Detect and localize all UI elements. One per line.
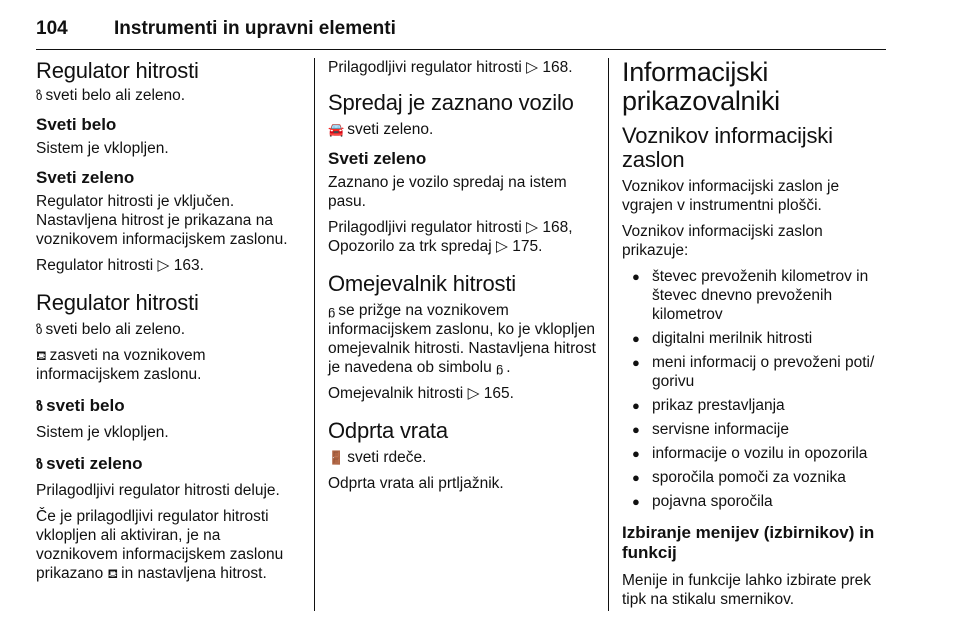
paragraph: Prilagodljivi regulator hitrosti ▷ 168. bbox=[328, 59, 573, 76]
list-item: ● sporočila pomoči za voznika bbox=[622, 468, 890, 487]
paragraph: Menije in funkcije lahko izbirate prek tipk na stikalu smernikov. bbox=[622, 572, 871, 608]
column-1 bbox=[36, 58, 302, 590]
page-reference-link[interactable]: 165. bbox=[483, 385, 514, 402]
paragraph: ზ sveti belo ali zeleno. bbox=[36, 87, 186, 104]
column-divider bbox=[608, 58, 609, 611]
running-title: Instrumenti in upravni elementi bbox=[114, 18, 396, 39]
subheading: ზ sveti zeleno bbox=[36, 454, 143, 473]
paragraph: ზ sveti belo ali zeleno. bbox=[36, 321, 186, 338]
section-heading: Regulator hitrosti bbox=[36, 58, 199, 83]
list-item: ● servisne informacije bbox=[622, 420, 890, 439]
paragraph: ⛾ zasveti na voznikovem informacijskem zaslonu. bbox=[36, 347, 206, 383]
door-icon: 🚪 bbox=[328, 450, 345, 465]
arrow-right-icon: ▷ bbox=[526, 219, 539, 236]
paragraph: Regulator hitrosti je vključen. Nastavljena hitrost je prikazana na voznikovem informacijskem zaslonu. bbox=[36, 193, 288, 248]
subheading: ზ sveti belo bbox=[36, 396, 125, 415]
speedometer-icon: ზ bbox=[36, 457, 44, 472]
list-item: ● digitalni merilnik hitrosti bbox=[622, 329, 890, 348]
list-item: ● prikaz prestavljanja bbox=[622, 396, 890, 415]
list-item: ● meni informacij o prevoženi poti/ gorivu bbox=[622, 353, 890, 391]
section-heading: Voznikov informacijski zaslon bbox=[622, 123, 833, 172]
limiter-icon: ᵷ bbox=[496, 360, 504, 375]
car-icon: 🚘 bbox=[328, 122, 345, 137]
paragraph: Sistem je vklopljen. bbox=[36, 140, 169, 157]
paragraph: 🚘 sveti zeleno. bbox=[328, 121, 434, 138]
page-reference-link[interactable]: 163. bbox=[173, 257, 204, 274]
subheading: Sveti belo bbox=[36, 115, 117, 134]
speedometer-icon: ზ bbox=[36, 399, 44, 414]
paragraph: Omejevalnik hitrosti ▷ 165. bbox=[328, 385, 514, 402]
chapter-heading: Informacijski prikazovalniki bbox=[622, 57, 780, 116]
paragraph: Voznikov informacijski zaslon prikazuje: bbox=[622, 223, 823, 259]
page-reference-link[interactable]: 168. bbox=[542, 59, 573, 76]
paragraph: Odprta vrata ali prtljažnik. bbox=[328, 475, 504, 492]
section-heading: Omejevalnik hitrosti bbox=[328, 271, 516, 296]
paragraph: ᵷ se prižge na voznikovem informacijskem zaslonu, ko je vklopljen omejevalnik hitrosti. Nastavljena hitrost je navedena ob simbolu ᵷ . bbox=[328, 302, 596, 376]
arrow-right-icon: ▷ bbox=[526, 59, 539, 76]
page-reference-link[interactable]: 175. bbox=[512, 238, 543, 255]
column-divider bbox=[314, 58, 315, 611]
paragraph: Če je prilagodljivi regulator hitrosti vklopljen ali aktiviran, je na voznikovem informacijskem zaslonu prikazano ⛾ in nastavljena hitrost. bbox=[36, 508, 284, 582]
subheading: Sveti zeleno bbox=[36, 168, 135, 187]
paragraph: Regulator hitrosti ▷ 163. bbox=[36, 257, 204, 274]
section-heading: Spredaj je zaznano vozilo bbox=[328, 90, 574, 115]
set-speed-icon: ⛾ bbox=[107, 566, 119, 581]
list-item: ● števec prevoženih kilometrov in števec dnevno prevoženih kilometrov bbox=[622, 267, 890, 324]
page-header bbox=[36, 0, 886, 50]
arrow-right-icon: ▷ bbox=[467, 385, 480, 402]
section-heading: Odprta vrata bbox=[328, 418, 448, 443]
paragraph: Zaznano je vozilo spredaj na istem pasu. bbox=[328, 174, 567, 210]
page-number: 104 bbox=[36, 18, 68, 39]
section-heading: Regulator hitrosti bbox=[36, 290, 199, 315]
column-3 bbox=[622, 58, 890, 616]
arrow-right-icon: ▷ bbox=[157, 257, 170, 274]
set-speed-icon: ⛾ bbox=[36, 348, 47, 363]
paragraph: 🚪 sveti rdeče. bbox=[328, 449, 427, 466]
paragraph: Prilagodljivi regulator hitrosti ▷ 168, Opozorilo za trk spredaj ▷ 175. bbox=[328, 219, 573, 255]
subheading: Sveti zeleno bbox=[328, 149, 427, 168]
bullet-list bbox=[622, 267, 890, 511]
paragraph: Voznikov informacijski zaslon je vgrajen v instrumentni plošči. bbox=[622, 178, 840, 214]
limiter-icon: ᵷ bbox=[328, 303, 336, 318]
page-reference-link[interactable]: 168, bbox=[542, 219, 573, 236]
subheading: Izbiranje menijev (izbirnikov) in funkcij bbox=[622, 523, 875, 562]
list-item: ● informacije o vozilu in opozorila bbox=[622, 444, 890, 463]
list-item: ● pojavna sporočila bbox=[622, 492, 890, 511]
arrow-right-icon: ▷ bbox=[496, 238, 508, 255]
speedometer-icon: ზ bbox=[36, 322, 43, 337]
column-2 bbox=[328, 58, 596, 500]
paragraph: Prilagodljivi regulator hitrosti deluje. bbox=[36, 482, 280, 499]
paragraph: Sistem je vklopljen. bbox=[36, 424, 169, 441]
speedometer-icon: ზ bbox=[36, 88, 43, 103]
